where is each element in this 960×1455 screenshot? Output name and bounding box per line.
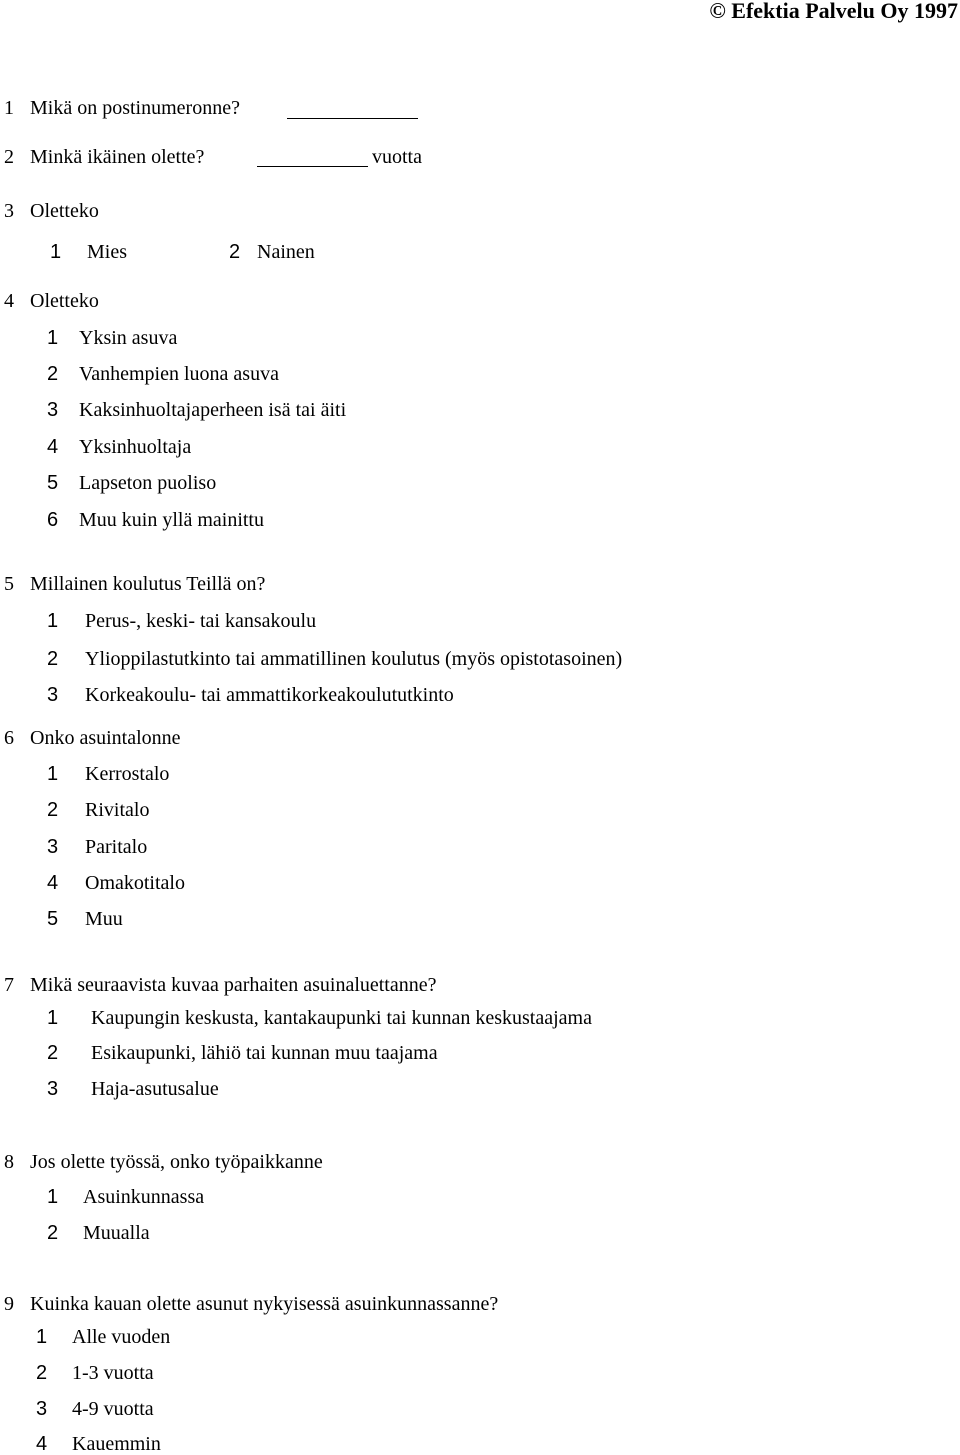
q9-text: Kuinka kauan olette asunut nykyisessä asuinkunnassanne?	[30, 1293, 499, 1315]
q2-unit: vuotta	[372, 146, 422, 168]
q5-option-label[interactable]: Korkeakoulu- tai ammattikorkeakoulututkinto	[85, 684, 454, 706]
q5-option-number: 2	[47, 648, 59, 670]
q4-option-label[interactable]: Vanhempien luona asuva	[79, 363, 279, 385]
q9-option-number: 2	[36, 1362, 48, 1384]
q9-number: 9	[4, 1293, 14, 1315]
q7-option-number: 2	[47, 1042, 59, 1064]
q5-text: Millainen koulutus Teillä on?	[30, 573, 266, 595]
q1-text: Mikä on postinumeronne?	[30, 97, 240, 119]
q9-option-label[interactable]: Alle vuoden	[72, 1326, 171, 1348]
q5-option-label[interactable]: Ylioppilastutkinto tai ammatillinen koulutus (myös opistotasoinen)	[85, 648, 623, 670]
q8-text: Jos olette työssä, onko työpaikkanne	[30, 1151, 323, 1173]
copyright-header: © Efektia Palvelu Oy 1997	[709, 0, 958, 23]
q8-option-label[interactable]: Muualla	[83, 1222, 150, 1244]
q4-option-label[interactable]: Lapseton puoliso	[79, 472, 217, 494]
q6-option-number: 5	[47, 908, 59, 930]
q6-number: 6	[4, 727, 14, 749]
q8-number: 8	[4, 1151, 14, 1173]
q1-answer-line[interactable]	[287, 118, 418, 119]
q3-text: Oletteko	[30, 200, 99, 222]
q4-option-label[interactable]: Yksin asuva	[79, 327, 178, 349]
q8-option-number: 1	[47, 1186, 59, 1208]
q7-option-label[interactable]: Haja-asutusalue	[91, 1078, 219, 1100]
q6-text: Onko asuintalonne	[30, 727, 181, 749]
q3-option-label[interactable]: Mies	[87, 241, 127, 263]
q6-option-number: 3	[47, 836, 59, 858]
q9-option-number: 4	[36, 1433, 48, 1455]
q6-option-number: 2	[47, 799, 59, 821]
q2-number: 2	[4, 146, 14, 168]
q9-option-label[interactable]: Kauemmin	[72, 1433, 161, 1455]
q6-option-label[interactable]: Muu	[85, 908, 123, 930]
q4-option-number: 6	[47, 509, 59, 531]
q8-option-label[interactable]: Asuinkunnassa	[83, 1186, 205, 1208]
q5-option-label[interactable]: Perus-, keski- tai kansakoulu	[85, 610, 317, 632]
q4-option-number: 3	[47, 399, 59, 421]
q7-option-label[interactable]: Kaupungin keskusta, kantakaupunki tai kunnan keskustaajama	[91, 1007, 592, 1029]
q9-option-label[interactable]: 1-3 vuotta	[72, 1362, 154, 1384]
q3-number: 3	[4, 200, 14, 222]
q4-option-number: 4	[47, 436, 59, 458]
q8-option-number: 2	[47, 1222, 59, 1244]
q5-option-number: 3	[47, 684, 59, 706]
q1-number: 1	[4, 97, 14, 119]
q7-option-number: 1	[47, 1007, 59, 1029]
q7-option-label[interactable]: Esikaupunki, lähiö tai kunnan muu taajama	[91, 1042, 438, 1064]
q4-option-number: 1	[47, 327, 59, 349]
q7-number: 7	[4, 974, 14, 996]
q4-option-label[interactable]: Kaksinhuoltajaperheen isä tai äiti	[79, 399, 347, 421]
q6-option-label[interactable]: Omakotitalo	[85, 872, 185, 894]
q7-option-number: 3	[47, 1078, 59, 1100]
q6-option-label[interactable]: Rivitalo	[85, 799, 150, 821]
q6-option-label[interactable]: Paritalo	[85, 836, 148, 858]
q5-number: 5	[4, 573, 14, 595]
q4-option-number: 5	[47, 472, 59, 494]
q4-number: 4	[4, 290, 14, 312]
q9-option-number: 3	[36, 1398, 48, 1420]
q3-option-number: 1	[50, 241, 62, 263]
q3-option-label[interactable]: Nainen	[257, 241, 315, 263]
q3-option-number: 2	[229, 241, 241, 263]
q6-option-number: 4	[47, 872, 59, 894]
q5-option-number: 1	[47, 610, 59, 632]
q9-option-number: 1	[36, 1326, 48, 1348]
q2-answer-line[interactable]	[257, 166, 368, 167]
q4-option-number: 2	[47, 363, 59, 385]
q9-option-label[interactable]: 4-9 vuotta	[72, 1398, 154, 1420]
q4-option-label[interactable]: Yksinhuoltaja	[79, 436, 192, 458]
q6-option-number: 1	[47, 763, 59, 785]
q2-text: Minkä ikäinen olette?	[30, 146, 205, 168]
q4-text: Oletteko	[30, 290, 99, 312]
q6-option-label[interactable]: Kerrostalo	[85, 763, 170, 785]
q4-option-label[interactable]: Muu kuin yllä mainittu	[79, 509, 264, 531]
q7-text: Mikä seuraavista kuvaa parhaiten asuinaluettanne?	[30, 974, 437, 996]
